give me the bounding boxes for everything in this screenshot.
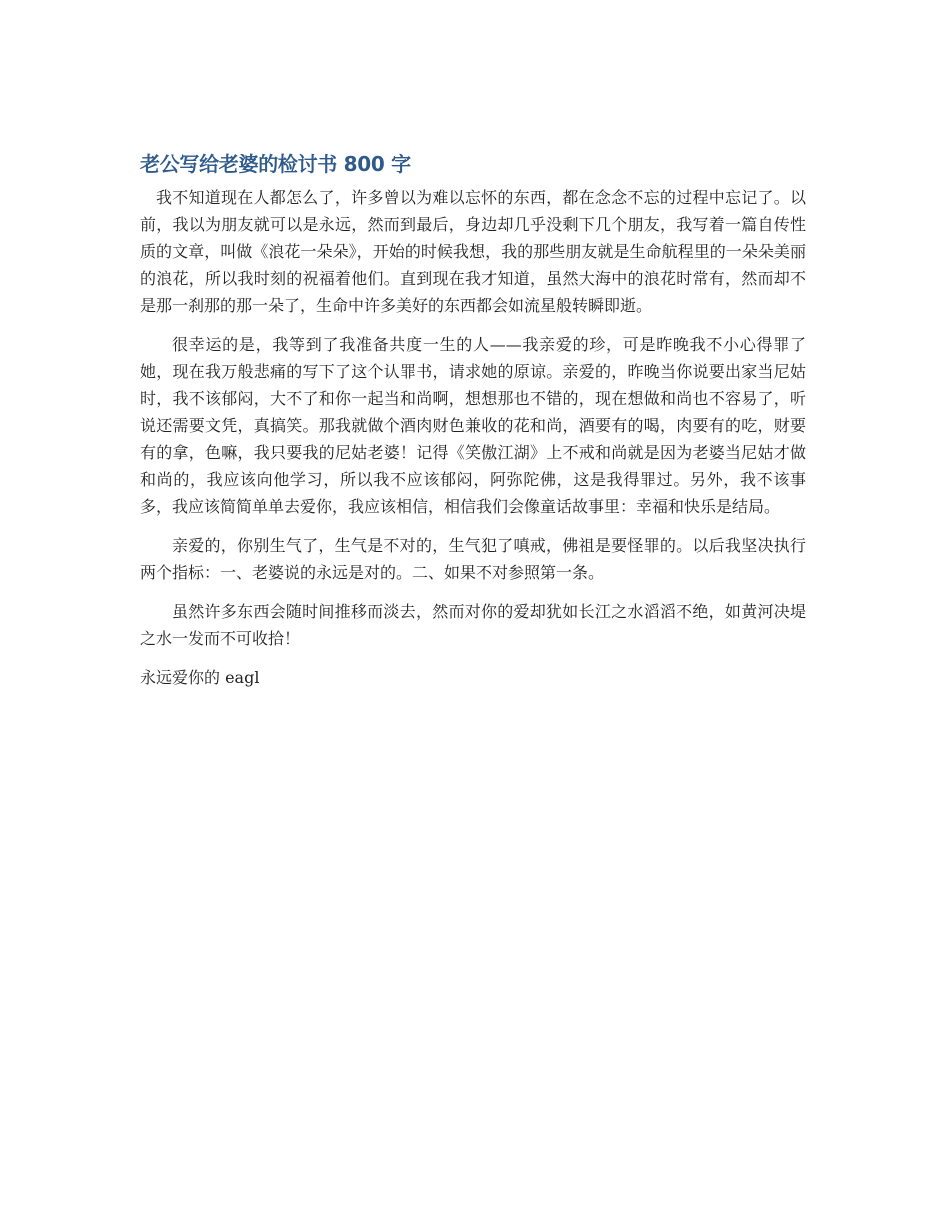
paragraph-3: 亲爱的，你别生气了，生气是不对的，生气犯了嗔戒，佛祖是要怪罪的。以后我坚决执行两个指标：一、老婆说的永远是对的。二、如果不对参照第一条。 bbox=[140, 536, 806, 582]
signature: 永远爱你的 eagl bbox=[140, 668, 260, 687]
document-page bbox=[140, 150, 806, 691]
paragraph-1: 我不知道现在人都怎么了，许多曾以为难以忘怀的东西，都在念念不忘的过程中忘记了。以前，我以为朋友就可以是永远，然而到最后，身边却几乎没剩下几个朋友，我写着一篇自传性质的文章，叫做《浪花一朵朵》，开始的时候我想，我的那些朋友就是生命航程里的一朵朵美丽的浪花，所以我时刻的祝福着他们。直到现在我才知道，虽然大海中的浪花时常有，然而却不是那一刹那的那一朵了，生命中许多美好的东西都会如流星般转瞬即逝。 bbox=[140, 188, 806, 315]
paragraph-2: 很幸运的是，我等到了我准备共度一生的人——我亲爱的珍，可是昨晚我不小心得罪了她，现在我万般悲痛的写下了这个认罪书，请求她的原谅。亲爱的，昨晚当你说要出家当尼姑时，我不该郁闷，大不了和你一起当和尚啊，想想那也不错的，现在想做和尚也不容易了，听说还需要文凭，真搞笑。那我就做个酒肉财色兼收的花和尚，酒要有的喝，肉要有的吃，财要有的拿，色嘛，我只要我的尼姑老婆！记得《笑傲江湖》上不戒和尚就是因为老婆当尼姑才做和尚的，我应该向他学习，所以我不应该郁闷，阿弥陀佛，这是我得罪过。另外，我不该事多，我应该简简单单去爱你，我应该相信，相信我们会像童话故事里：幸福和快乐是结局。 bbox=[140, 335, 806, 516]
document-title: 老公写给老婆的检讨书 800 字 bbox=[140, 152, 411, 176]
paragraph-4: 虽然许多东西会随时间推移而淡去，然而对你的爱却犹如长江之水滔滔不绝，如黄河决堤之水一发而不可收拾！ bbox=[140, 602, 806, 648]
